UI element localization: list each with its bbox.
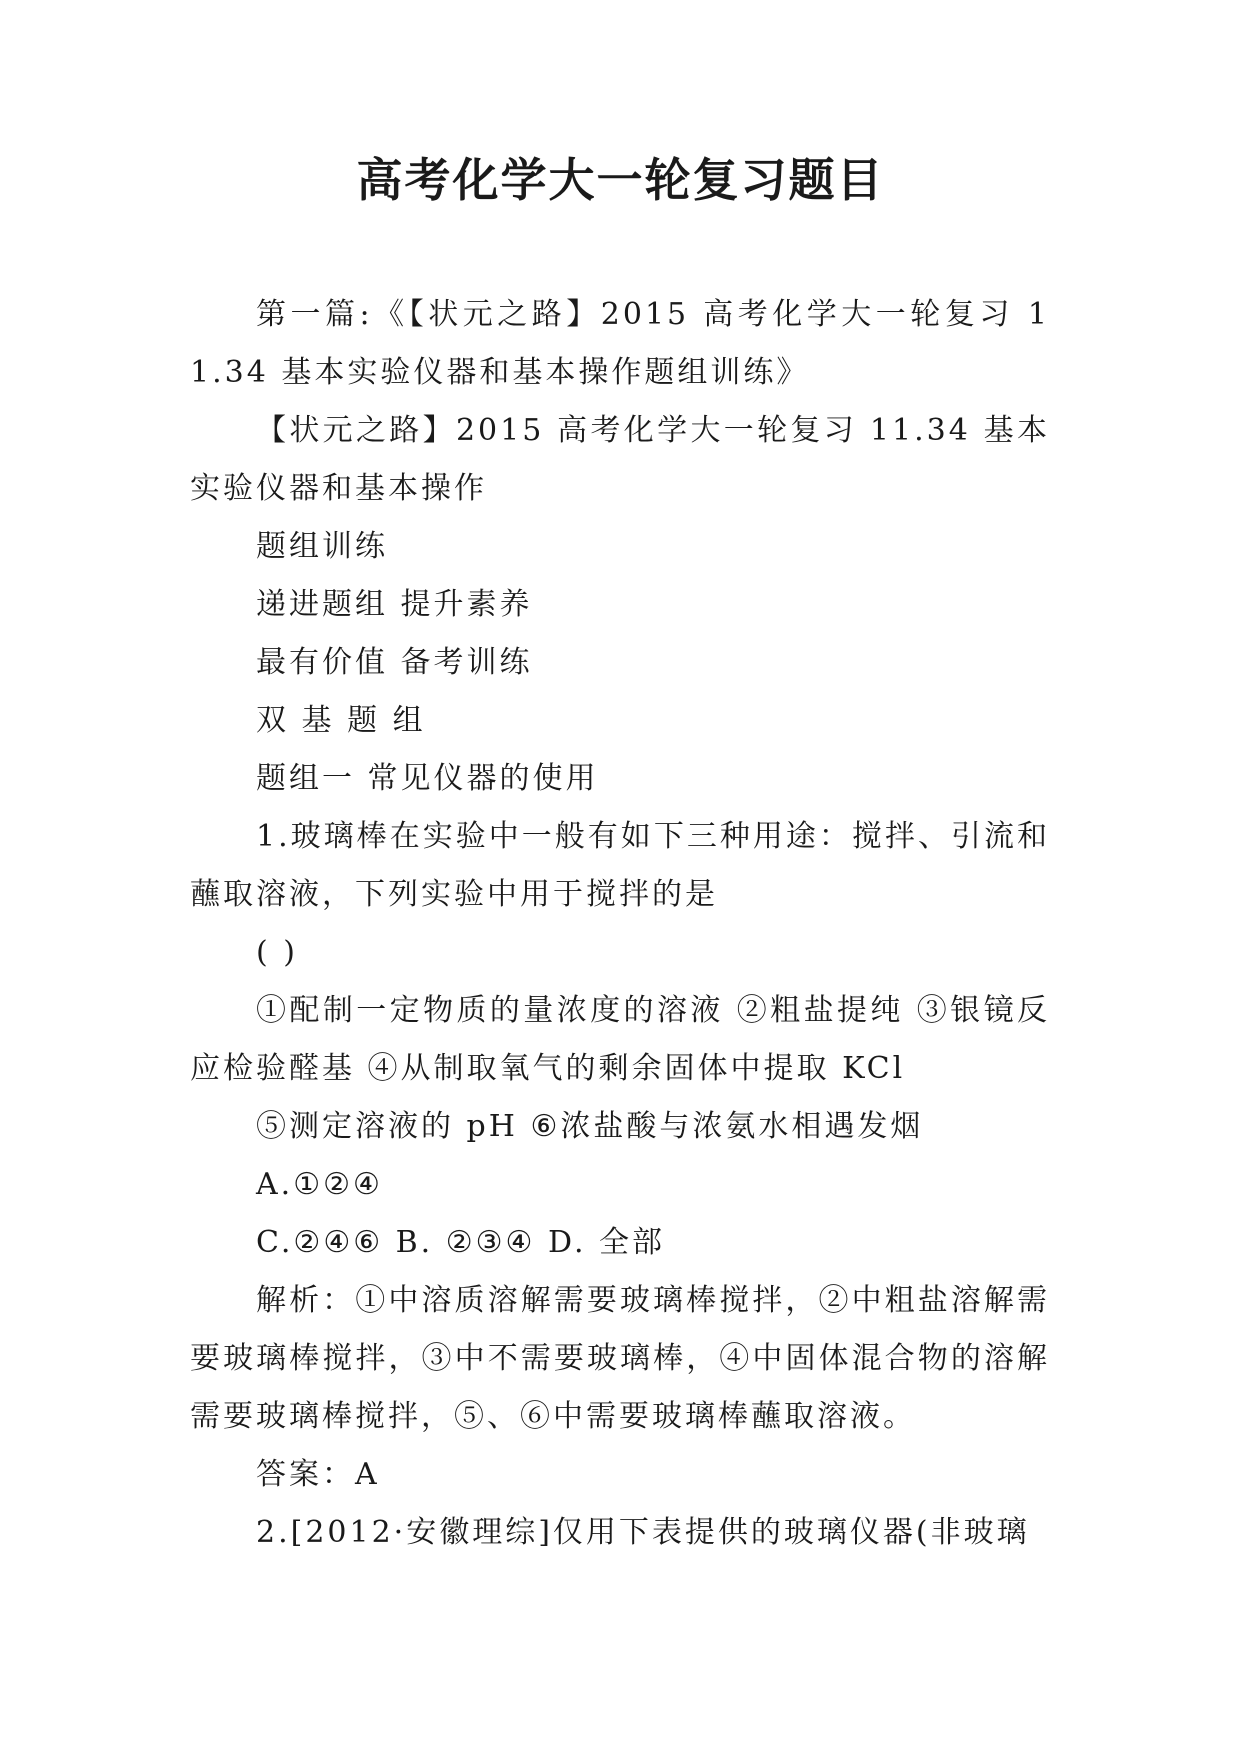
question-1-analysis: 解析：①中溶质溶解需要玻璃棒搅拌，②中粗盐溶解需要玻璃棒搅拌，③中不需要玻璃棒，④中固体混合物的溶解需要玻璃棒搅拌，⑤、⑥中需要玻璃棒蘸取溶液。 xyxy=(190,1283,1050,1434)
page-title: 高考化学大一轮复习题目 xyxy=(356,153,885,207)
paragraph-tagline-1: 递进题组 提升素养 xyxy=(256,587,533,622)
paragraph-group-one: 题组一 常见仪器的使用 xyxy=(256,761,599,796)
paragraph-group-heading: 双 基 题 组 xyxy=(256,703,426,738)
question-1-stem: 1.玻璃棒在实验中一般有如下三种用途：搅拌、引流和蘸取溶液，下列实验中用于搅拌的是 xyxy=(190,819,1050,912)
document-body xyxy=(190,286,1050,1562)
paragraph-section-label: 题组训练 xyxy=(256,529,388,564)
question-1-items: ①配制一定物质的量浓度的溶液 ②粗盐提纯 ③银镜反应检验醛基 ④从制取氧气的剩余固体中提取 KCl xyxy=(190,993,1050,1086)
question-2-stem: 2.[2012·安徽理综]仅用下表提供的玻璃仪器(非玻璃 xyxy=(256,1515,1030,1550)
question-1-items-continued: ⑤测定溶液的 pH ⑥浓盐酸与浓氨水相遇发烟 xyxy=(256,1109,924,1144)
paragraph-series-title: 第一篇:《【状元之路】2015 高考化学大一轮复习 11.34 基本实验仪器和基本操作题组训练》 xyxy=(190,297,1050,390)
question-1-option-a: A.①②④ xyxy=(256,1167,383,1202)
question-1-answer: 答案：A xyxy=(256,1457,380,1492)
question-1-options-bcd: C.②④⑥ B. ②③④ D. 全部 xyxy=(256,1225,666,1260)
paragraph-subtitle: 【状元之路】2015 高考化学大一轮复习 11.34 基本实验仪器和基本操作 xyxy=(190,413,1050,506)
paragraph-tagline-2: 最有价值 备考训练 xyxy=(256,645,533,680)
question-1-blank: ( ) xyxy=(256,935,298,970)
